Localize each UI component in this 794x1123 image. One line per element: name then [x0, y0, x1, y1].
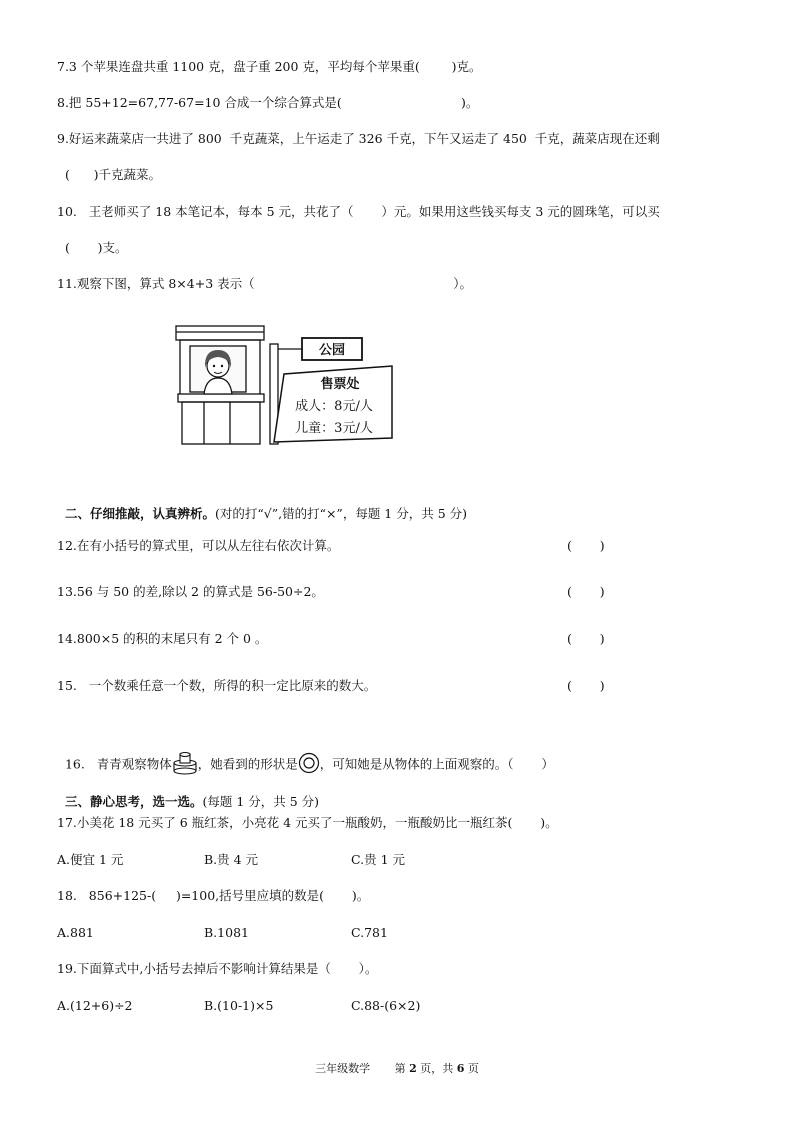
- footer-page-prefix: 第: [394, 1062, 406, 1075]
- question-8: 8.把 55+12=67,77-67=10 合成一个综合算式是( )。: [57, 95, 479, 110]
- footer-page-mid: 页，共: [420, 1062, 454, 1075]
- park-sign-text: 公园: [318, 343, 346, 358]
- answer-paren-13: ( ): [567, 584, 605, 599]
- question-18-option-a: A.881: [57, 925, 94, 940]
- ticket-seller-figure: [204, 350, 232, 394]
- footer-subject: 三年级数学: [315, 1062, 371, 1075]
- question-19-option-c: C.88-(6×2): [351, 998, 421, 1013]
- question-13: 13.56 与 50 的差,除以 2 的算式是 56-50÷2。: [57, 584, 324, 599]
- question-17-option-a: A.便宜 1 元: [57, 852, 124, 867]
- question-18-option-c: C.781: [351, 925, 388, 940]
- page-footer: [0, 1060, 794, 1076]
- question-16-part-c: ，可知她是从物体的上面观察的。（ ）: [319, 756, 554, 772]
- question-9-line-1: 9.好运来蔬菜店一共进了 800 千克蔬菜，上午运走了 326 千克，下午又运走了 450 千克，蔬菜店现在还剩: [57, 131, 660, 146]
- question-18-option-b: B.1081: [204, 925, 249, 940]
- cylinder-object-icon: [172, 751, 198, 779]
- ticket-booth-illustration: [174, 322, 416, 448]
- question-16: [57, 735, 554, 779]
- question-7: 7.3 个苹果连盘共重 1100 克，盘子重 200 克，平均每个苹果重( )克。: [57, 59, 482, 74]
- footer-page-number: 2: [409, 1062, 417, 1075]
- question-17-option-b: B.贵 4 元: [204, 852, 259, 867]
- child-price-text: 儿童：3元/人: [295, 421, 373, 436]
- question-17-option-c: C.贵 1 元: [351, 852, 405, 867]
- section-2-note: (对的打“√”,错的打“×”，每题 1 分，共 5 分): [214, 506, 467, 521]
- ticket-office-text: 售票处: [320, 377, 360, 392]
- adult-price-text: 成人：8元/人: [295, 399, 373, 414]
- question-16-part-a: 16. 青青观察物体: [64, 756, 172, 772]
- question-12: 12.在有小括号的算式里，可以从左往右依次计算。: [57, 538, 340, 553]
- section-2-heading: 二、仔细推敲，认真辨析。: [64, 506, 215, 521]
- question-10-line-1: 10. 王老师买了 18 本笔记本，每本 5 元，共花了（ ）元。如果用这些钱买每支 3 元的圆珠笔，可以买: [57, 204, 660, 219]
- answer-paren-15: ( ): [567, 678, 605, 693]
- section-3-heading: 三、静心思考，选一选。: [64, 794, 203, 809]
- question-9-line-2: ( )千克蔬菜。: [57, 167, 162, 182]
- question-17: 17.小美花 18 元买了 6 瓶红茶，小亮花 4 元买了一瓶酸奶，一瓶酸奶比一瓶红茶( )。: [57, 815, 558, 830]
- section-2-heading-line: [57, 490, 467, 522]
- footer-page-suffix: 页: [467, 1062, 479, 1075]
- question-10-line-2: ( )支。: [57, 240, 128, 255]
- footer-page-total: 6: [456, 1062, 465, 1075]
- answer-paren-14: ( ): [567, 631, 605, 646]
- question-19-option-a: A.(12+6)÷2: [57, 998, 133, 1013]
- question-19: 19.下面算式中,小括号去掉后不影响计算结果是（ ）。: [57, 961, 378, 976]
- question-11: 11.观察下图，算式 8×4+3 表示（ ）。: [57, 276, 473, 291]
- concentric-circles-icon: [298, 752, 320, 778]
- section-3-note: (每题 1 分，共 5 分): [202, 794, 320, 809]
- question-15: 15. 一个数乘任意一个数，所得的积一定比原来的数大。: [57, 678, 377, 693]
- answer-paren-12: ( ): [567, 538, 605, 553]
- section-3-heading-line: [57, 778, 319, 810]
- question-19-option-b: B.(10-1)×5: [204, 998, 274, 1013]
- question-14: 14.800×5 的积的末尾只有 2 个 0 。: [57, 631, 268, 646]
- question-18: 18. 856+125-( )=100,括号里应填的数是( )。: [57, 888, 370, 903]
- question-16-part-b: ，她看到的形状是: [197, 756, 298, 772]
